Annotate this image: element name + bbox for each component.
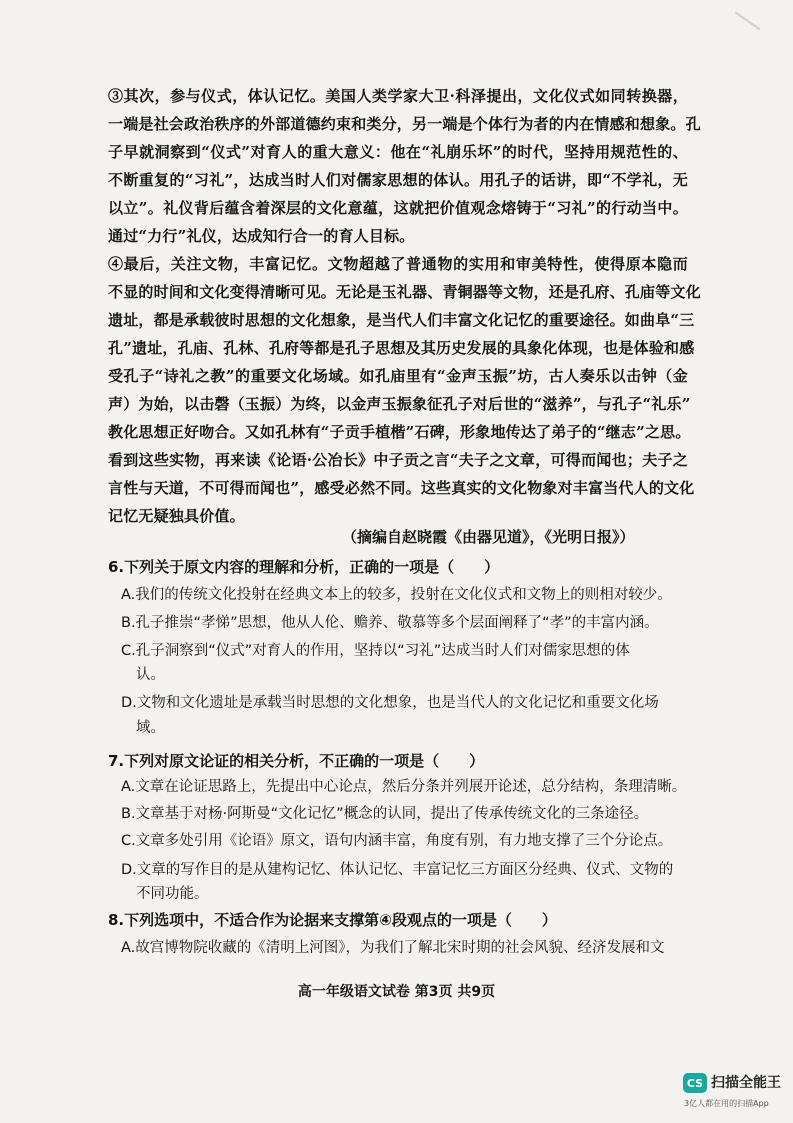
- q7-option-d-line-1: D.文章的写作目的是从建构记忆、体认记忆、丰富记忆三方面区分经典、仪式、文物的: [121, 862, 674, 878]
- para4-line-4: 孔”遗址，孔庙、孔林、孔府等都是孔子思想及其历史发展的具象化体现，也是体验和感: [108, 339, 695, 357]
- scan-corner-mark: [735, 0, 769, 30]
- q6-option-b: B.孔子推崇“孝悌”思想，他从人伦、赡养、敬慕等多个层面阐释了“孝”的丰富内涵。: [121, 615, 659, 631]
- camscanner-tagline: 3亿人都在用的扫描App: [684, 1099, 769, 1108]
- q6-stem: 6.下列关于原文内容的理解和分析，正确的一项是（ ）: [108, 558, 500, 576]
- para4-line-3: 遗址，都是承载彼时思想的文化想象，是当代人们丰富文化记忆的重要途径。如曲阜“三: [108, 311, 695, 329]
- page-footer: 高一年级语文试卷 第3页 共9页: [297, 984, 496, 1000]
- q6-option-d-line-1: D.文物和文化遗址是承载当时思想的文化想象，也是当代人的文化记忆和重要文化场: [121, 695, 659, 711]
- para4-line-8: 看到这些实物，再来读《论语·公冶长》中子贡之言“夫子之文章，可得而闻也；夫子之: [108, 451, 688, 469]
- q6-option-a: A.我们的传统文化投射在经典文本上的较多，投射在文化仪式和文物上的则相对较少。: [121, 587, 672, 603]
- q8-option-a: A.故宫博物院收藏的《清明上河图》，为我们了解北宋时期的社会风貌、经济发展和文: [121, 940, 665, 956]
- para4-line-9: 言性与天道，不可得而闻也”，感受必然不同。这些真实的文化物象对丰富当代人的文化: [108, 479, 695, 497]
- q7-option-c: C.文章多处引用《论语》原文，语句内涵丰富，角度有别，有力地支撑了三个分论点。: [121, 833, 673, 849]
- article-source: （摘编自赵晓霞《由器见道》，《光明日报》）: [342, 528, 635, 546]
- camscanner-logo-icon: CS: [683, 1073, 707, 1093]
- para3-line-6: 通过“力行”礼仪，达成知行合一的育人目标。: [108, 227, 415, 245]
- q8-stem: 8.下列选项中，不适合作为论据来支撑第④段观点的一项是（ ）: [108, 911, 557, 929]
- q6-option-c-line-1: C.孔子洞察到“仪式”对育人的作用，坚持以“习礼”达成当时人们对儒家思想的体: [121, 643, 630, 659]
- para4-line-1: ④最后，关注文物，丰富记忆。文物超越了普通物的实用和审美特性，使得原本隐而: [108, 255, 688, 273]
- para3-line-3: 子早就洞察到“仪式”对育人的重大意义：他在“礼崩乐坏”的时代，坚持用规范性的、: [108, 143, 688, 161]
- para3-line-1: ③其次，参与仪式，体认记忆。美国人类学家大卫·科泽提出，文化仪式如同转换器，: [108, 87, 688, 105]
- para3-line-2: 一端是社会政治秩序的外部道德约束和类分，另一端是个体行为者的内在情感和想象。孔: [108, 115, 701, 133]
- para4-line-10: 记忆无疑独具价值。: [108, 507, 245, 525]
- camscanner-name: 扫描全能王: [711, 1075, 781, 1091]
- para4-line-5: 受孔子“诗礼之教”的重要文化场域。如孔庙里有“金声玉振”坊，古人奏乐以击钟（金: [108, 367, 688, 385]
- q6-option-d-line-2: 域。: [136, 720, 165, 736]
- q7-option-b: B.文章基于对杨·阿斯曼“文化记忆”概念的认同，提出了传承传统文化的三条途径。: [121, 806, 649, 822]
- para4-line-2: 不显的时间和文化变得清晰可见。无论是玉礼器、青铜器等文物，还是孔府、孔庙等文化: [108, 283, 701, 301]
- q7-option-a: A.文章在论证思路上，先提出中心论点，然后分条并列展开论述，总分结构，条理清晰。: [121, 779, 687, 795]
- para4-line-6: 声）为始，以击磬（玉振）为终，以金声玉振象征孔子对后世的“滋养”，与孔子“礼乐”: [108, 395, 691, 413]
- para3-line-4: 不断重复的“习礼”，达成当时人们对儒家思想的体认。用孔子的话讲，即“不学礼，无: [108, 171, 688, 189]
- q6-option-c-line-2: 认。: [136, 667, 165, 683]
- q7-option-d-line-2: 不同功能。: [136, 886, 209, 902]
- para3-line-5: 以立”。礼仪背后蕴含着深层的文化意蕴，这就把价值观念熔铸于“习礼”的行动当中。: [108, 199, 688, 217]
- q7-stem: 7.下列对原文论证的相关分析，不正确的一项是（ ）: [108, 752, 485, 770]
- para4-line-7: 教化思想正好吻合。又如孔林有“子贡手植楷”石碑，形象地传达了弟子的“继志”之思。: [108, 423, 691, 441]
